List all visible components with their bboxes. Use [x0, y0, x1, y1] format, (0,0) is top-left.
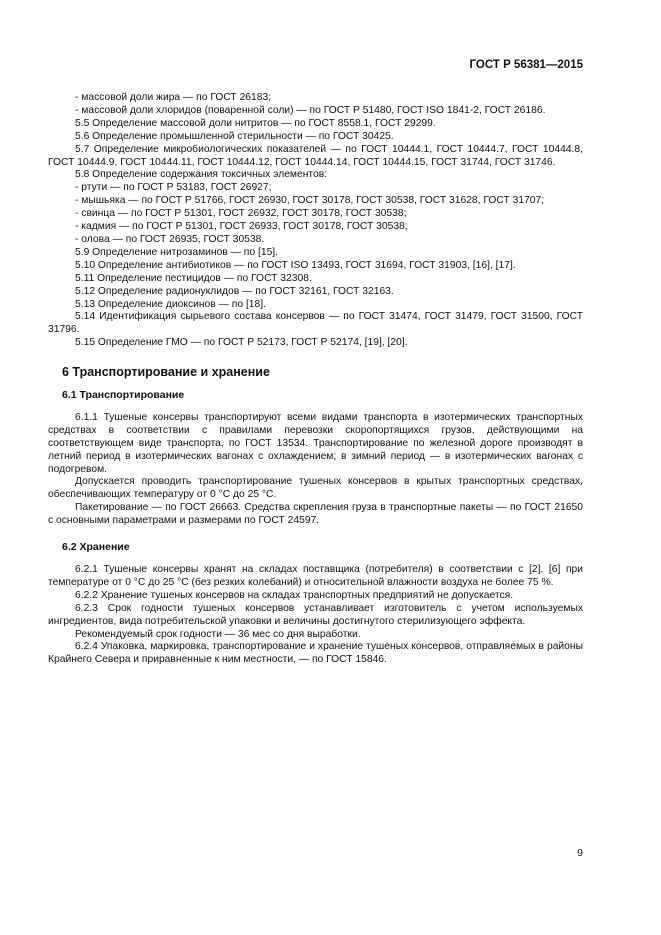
list-item: - олова — по ГОСТ 26935, ГОСТ 30538. — [75, 233, 265, 245]
list-item: - свинца — по ГОСТ Р 51301, ГОСТ 26932, ГОСТ 30178, ГОСТ 30538; — [75, 208, 407, 220]
page-number: 9 — [577, 847, 583, 859]
paragraph: Допускается проводить транспортирование тушеных консервов в крытых транспортных средствах, обеспечивающих температуру от 0 °С до 25 °С. — [48, 476, 583, 501]
list-item: - кадмия — по ГОСТ Р 51301, ГОСТ 26933, ГОСТ 30178, ГОСТ 30538; — [75, 221, 408, 233]
paragraph: 6.2.3 Срок годности тушеных консервов устанавливает изготовитель с учетом используемых ингредиентов, вида потребительской упаковки и величины достигнутого стерилизующего эффекта. — [48, 602, 583, 627]
spacer — [48, 528, 583, 535]
list-item: - ртути — по ГОСТ Р 53183, ГОСТ 26927; — [75, 182, 272, 194]
list-item: 5.6 Определение промышленной стерильности — по ГОСТ 30425. — [75, 130, 394, 142]
list-item: - мышьяка — по ГОСТ Р 51766, ГОСТ 26930, ГОСТ 30178, ГОСТ 30538, ГОСТ 31628, ГОСТ 31707; — [75, 195, 545, 207]
list-item: 5.15 Определение ГМО — по ГОСТ Р 52173, ГОСТ Р 52174, [19], [20]. — [75, 337, 408, 349]
list-item: 5.11 Определение пестицидов — по ГОСТ 32308. — [75, 272, 312, 284]
paragraph: Рекомендуемый срок годности — 36 мес со дня выработки. — [75, 628, 361, 640]
list-item: 5.10 Определение антибиотиков — по ГОСТ ISO 13493, ГОСТ 31694, ГОСТ 31903, [16], [17]. — [75, 259, 516, 271]
list-item: 5.5 Определение массовой доли нитритов — по ГОСТ 8558.1, ГОСТ 29299. — [75, 117, 436, 129]
section-heading: 6 Транспортирование и хранение — [62, 365, 270, 380]
document-id-header: ГОСТ Р 56381—2015 — [469, 59, 583, 71]
paragraph: Пакетирование — по ГОСТ 26663. Средства скрепления груза в транспортные пакеты — по ГОСТ 21650 с основными параметрами и размерами по ГОСТ 24597. — [48, 502, 583, 527]
paragraph: 6.1.1 Тушеные консервы транспортируют всеми видами транспорта в изотермических транспортных средствах в соответствии с правилами перевозки скоропортящихся грузов, действующими на соответствующем виде транспорта, по ГОСТ 13534. Транспортирование по железной дороге производят в летний период в изотермических вагонах с охлаждением; в зимний период — в изотермических вагонах с подогревом. — [48, 411, 583, 475]
list-item: 5.13 Определение диоксинов — по [18]. — [75, 298, 266, 310]
paragraph: 6.2.1 Тушеные консервы хранят на складах поставщика (потребителя) в соответствии с [2], [6] при температуре от 0 °С до 25 °С (без резких колебаний) и относительной влажности воздуха не более 75 %. — [48, 564, 583, 588]
list-item: 5.14 Идентификация сырьевого состава консервов — по ГОСТ 31474, ГОСТ 31479, ГОСТ 31500, ГОСТ 31796. — [48, 311, 583, 336]
list-item: 5.12 Определение радионуклидов — по ГОСТ 32161, ГОСТ 32163. — [75, 285, 394, 297]
paragraph: 6.2.4 Упаковка, маркировка, транспортирование и хранение тушеных консервов, отправляемых в районы Крайнего Севера и приравненные к ним местности, — по ГОСТ 15846. — [48, 641, 583, 666]
document-body — [48, 92, 583, 667]
list-item: 5.7 Определение микробиологических показателей — по ГОСТ 10444.1, ГОСТ 10444.7, ГОСТ 10444.8, ГОСТ 10444.9, ГОСТ 10444.11, ГОСТ 10444.12, ГОСТ 10444.14, ГОСТ 10444.15, ГОСТ 31744, ГОСТ 31746. — [48, 143, 583, 168]
list-item: - массовой доли хлоридов (поваренной соли) — по ГОСТ Р 51480, ГОСТ ISO 1841-2, ГОСТ 26186. — [75, 104, 546, 116]
list-item: - массовой доли жира — по ГОСТ 26183; — [75, 92, 272, 103]
paragraph: 6.2.2 Хранение тушеных консервов на складах транспортных предприятий не допускается. — [75, 589, 514, 601]
subsection-heading: 6.1 Транспортирование — [62, 389, 185, 402]
subsection-heading: 6.2 Хранение — [62, 541, 130, 554]
list-item: 5.8 Определение содержания токсичных элементов: — [75, 169, 328, 181]
list-item: 5.9 Определение нитрозаминов — по [15]. — [75, 246, 279, 258]
